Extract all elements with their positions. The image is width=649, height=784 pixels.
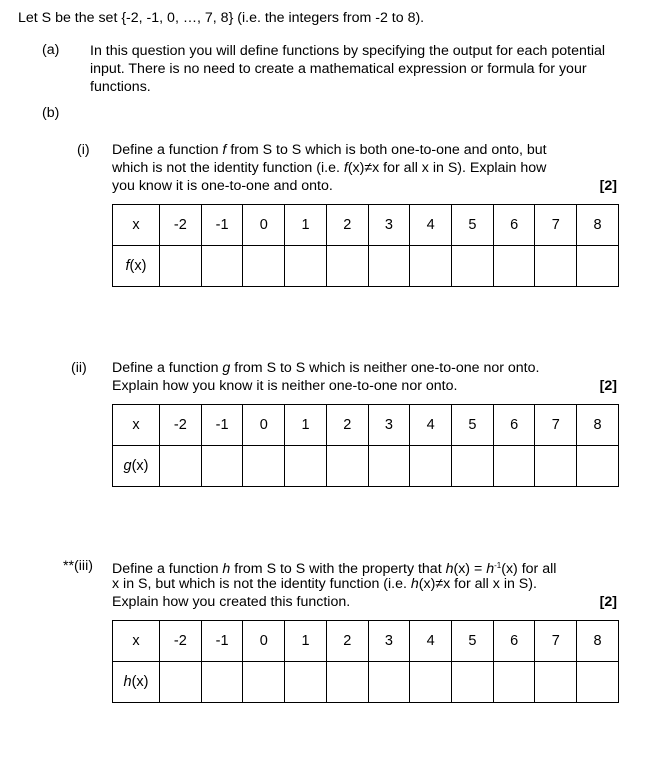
x-value-cell: 0 bbox=[243, 405, 285, 446]
output-row bbox=[113, 446, 619, 487]
output-cell[interactable] bbox=[160, 662, 202, 703]
output-cell[interactable] bbox=[535, 662, 577, 703]
output-cell[interactable] bbox=[201, 446, 243, 487]
x-value-cell: 6 bbox=[493, 405, 535, 446]
output-cell[interactable] bbox=[410, 662, 452, 703]
question-iii-label: **(iii) bbox=[63, 558, 93, 574]
text-line bbox=[90, 60, 620, 78]
x-value-cell: 4 bbox=[410, 205, 452, 246]
intro-text: Let S be the set {-2, -1, 0, …, 7, 8} (i.e. the integers from -2 to 8). bbox=[18, 10, 425, 26]
output-cell[interactable] bbox=[160, 246, 202, 287]
output-cell[interactable] bbox=[410, 246, 452, 287]
output-cell[interactable] bbox=[535, 446, 577, 487]
output-cell[interactable] bbox=[493, 446, 535, 487]
text-segment: g bbox=[222, 360, 231, 376]
x-header: x bbox=[113, 405, 160, 446]
text-segment: from S to S which is neither one-to-one nor onto. bbox=[230, 360, 540, 376]
function-arg: (x) bbox=[131, 458, 149, 474]
output-header bbox=[113, 246, 160, 287]
text-segment: -1 bbox=[494, 561, 502, 570]
x-value-cell: 4 bbox=[410, 621, 452, 662]
x-header: x bbox=[113, 621, 160, 662]
x-value-cell: 8 bbox=[577, 621, 619, 662]
function-name: f bbox=[125, 258, 130, 274]
x-value-cell: 5 bbox=[452, 405, 494, 446]
output-cell[interactable] bbox=[493, 246, 535, 287]
output-cell[interactable] bbox=[243, 662, 285, 703]
output-cell[interactable] bbox=[326, 662, 368, 703]
text-line bbox=[90, 78, 620, 96]
x-value-cell: 6 bbox=[493, 621, 535, 662]
function-g-table bbox=[112, 404, 619, 487]
x-value-cell: 2 bbox=[326, 405, 368, 446]
x-value-cell: 2 bbox=[326, 205, 368, 246]
x-header: x bbox=[113, 205, 160, 246]
text-segment: Explain how you created this function. bbox=[112, 594, 351, 610]
output-cell[interactable] bbox=[201, 246, 243, 287]
text-segment: (x)≠x for all x in S). bbox=[418, 576, 537, 592]
output-cell[interactable] bbox=[452, 446, 494, 487]
x-value-cell: 1 bbox=[285, 621, 327, 662]
question-i-label: (i) bbox=[77, 142, 90, 158]
function-name: g bbox=[123, 458, 132, 474]
output-cell[interactable] bbox=[368, 246, 410, 287]
text-line bbox=[112, 177, 617, 195]
output-header bbox=[113, 446, 160, 487]
x-row bbox=[113, 405, 619, 446]
text-segment: f bbox=[222, 142, 227, 158]
question-ii-label: (ii) bbox=[71, 360, 87, 376]
text-segment: which is not the identity function (i.e. bbox=[112, 160, 344, 176]
x-row bbox=[113, 621, 619, 662]
x-value-cell: 7 bbox=[535, 621, 577, 662]
question-iii-marks: [2] bbox=[599, 594, 617, 610]
output-cell[interactable] bbox=[243, 246, 285, 287]
output-cell[interactable] bbox=[493, 662, 535, 703]
x-value-cell: 7 bbox=[535, 205, 577, 246]
question-i-marks: [2] bbox=[599, 178, 617, 194]
part-a-text bbox=[90, 42, 620, 96]
x-value-cell: 2 bbox=[326, 621, 368, 662]
x-value-cell: -1 bbox=[201, 405, 243, 446]
x-value-cell: 8 bbox=[577, 405, 619, 446]
x-row bbox=[113, 205, 619, 246]
x-value-cell: 4 bbox=[410, 405, 452, 446]
x-value-cell: 8 bbox=[577, 205, 619, 246]
output-row bbox=[113, 662, 619, 703]
text-segment: you know it is one-to-one and onto. bbox=[112, 178, 333, 194]
output-cell[interactable] bbox=[452, 246, 494, 287]
text-segment: (x)≠x for all x in S). Explain how bbox=[347, 160, 547, 176]
text-segment: (x) = bbox=[453, 561, 487, 577]
output-cell[interactable] bbox=[285, 662, 327, 703]
output-cell[interactable] bbox=[368, 662, 410, 703]
x-value-cell: 1 bbox=[285, 405, 327, 446]
output-cell[interactable] bbox=[577, 446, 619, 487]
function-f-table bbox=[112, 204, 619, 287]
text-line bbox=[112, 575, 617, 593]
text-segment: x in S, but which is not the identity function (i.e. bbox=[112, 576, 411, 592]
function-name: h bbox=[123, 674, 132, 690]
text-segment: functions. bbox=[90, 79, 151, 95]
text-segment: Define a function bbox=[112, 561, 223, 577]
x-value-cell: 0 bbox=[243, 621, 285, 662]
x-value-cell: 5 bbox=[452, 621, 494, 662]
output-cell[interactable] bbox=[285, 446, 327, 487]
x-value-cell: -1 bbox=[201, 621, 243, 662]
output-cell[interactable] bbox=[577, 246, 619, 287]
text-segment: input. There is no need to create a mathematical expression or formula for your bbox=[90, 61, 587, 77]
x-value-cell: 3 bbox=[368, 621, 410, 662]
text-segment: f bbox=[343, 160, 348, 176]
text-line bbox=[112, 557, 617, 575]
output-cell[interactable] bbox=[285, 246, 327, 287]
question-ii-marks: [2] bbox=[599, 378, 617, 394]
output-cell[interactable] bbox=[326, 446, 368, 487]
part-a-label: (a) bbox=[42, 42, 60, 58]
text-line bbox=[112, 359, 617, 377]
output-cell[interactable] bbox=[368, 446, 410, 487]
text-segment: h bbox=[486, 561, 495, 577]
output-cell[interactable] bbox=[243, 446, 285, 487]
output-cell[interactable] bbox=[410, 446, 452, 487]
text-segment: h bbox=[410, 576, 419, 592]
text-line bbox=[112, 141, 617, 159]
text-segment: Define a function bbox=[112, 142, 223, 158]
output-cell[interactable] bbox=[326, 246, 368, 287]
x-value-cell: 1 bbox=[285, 205, 327, 246]
output-cell[interactable] bbox=[452, 662, 494, 703]
x-value-cell: 6 bbox=[493, 205, 535, 246]
function-arg: (x) bbox=[129, 258, 147, 274]
text-line bbox=[90, 42, 620, 60]
function-arg: (x) bbox=[131, 674, 149, 690]
output-cell[interactable] bbox=[201, 662, 243, 703]
text-segment: (x) for all bbox=[501, 561, 557, 577]
function-h-table bbox=[112, 620, 619, 703]
x-value-cell: 5 bbox=[452, 205, 494, 246]
output-header bbox=[113, 662, 160, 703]
text-line bbox=[112, 159, 617, 177]
text-segment: h bbox=[222, 561, 231, 577]
output-row bbox=[113, 246, 619, 287]
x-value-cell: -2 bbox=[160, 405, 202, 446]
text-segment: from S to S with the property that bbox=[230, 561, 446, 577]
x-value-cell: -2 bbox=[160, 621, 202, 662]
x-value-cell: 7 bbox=[535, 405, 577, 446]
output-cell[interactable] bbox=[577, 662, 619, 703]
text-line bbox=[112, 377, 617, 395]
text-segment: In this question you will define functions by specifying the output for each potential bbox=[90, 43, 606, 59]
x-value-cell: 0 bbox=[243, 205, 285, 246]
text-segment: from S to S which is both one-to-one and onto, but bbox=[226, 142, 547, 158]
x-value-cell: -2 bbox=[160, 205, 202, 246]
text-line bbox=[112, 593, 617, 611]
output-cell[interactable] bbox=[160, 446, 202, 487]
text-segment: h bbox=[445, 561, 454, 577]
question-ii-text bbox=[112, 359, 617, 395]
output-cell[interactable] bbox=[535, 246, 577, 287]
x-value-cell: 3 bbox=[368, 405, 410, 446]
x-value-cell: -1 bbox=[201, 205, 243, 246]
x-value-cell: 3 bbox=[368, 205, 410, 246]
part-b-label: (b) bbox=[42, 105, 60, 121]
question-iii-text bbox=[112, 557, 617, 611]
question-i-text bbox=[112, 141, 617, 195]
text-segment: Explain how you know it is neither one-to-one nor onto. bbox=[112, 378, 458, 394]
text-segment: Define a function bbox=[112, 360, 223, 376]
